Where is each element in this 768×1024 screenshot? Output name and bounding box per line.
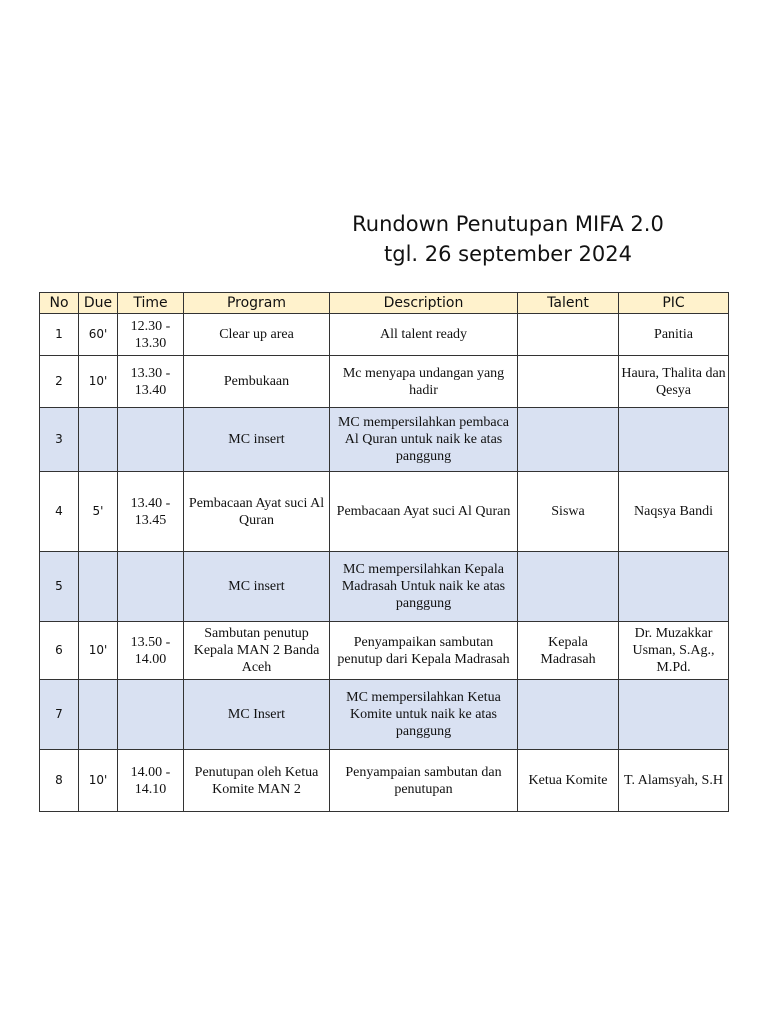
cell-no: 8 xyxy=(40,750,79,812)
cell-time: 13.50 - 14.00 xyxy=(118,622,184,680)
header-time: Time xyxy=(118,293,184,314)
title-line-1: Rundown Penutupan MIFA 2.0 xyxy=(352,212,664,236)
header-row xyxy=(40,293,729,314)
cell-description: Pembacaan Ayat suci Al Quran xyxy=(330,472,518,552)
cell-due xyxy=(79,408,118,472)
cell-pic: Panitia xyxy=(619,314,729,356)
header-pic: PIC xyxy=(619,293,729,314)
cell-program: Penutupan oleh Ketua Komite MAN 2 xyxy=(184,750,330,812)
table-row xyxy=(40,408,729,472)
table-row xyxy=(40,622,729,680)
header-program: Program xyxy=(184,293,330,314)
cell-pic xyxy=(619,408,729,472)
cell-due xyxy=(79,552,118,622)
cell-pic xyxy=(619,680,729,750)
cell-no: 6 xyxy=(40,622,79,680)
cell-description: Mc menyapa undangan yang hadir xyxy=(330,356,518,408)
cell-time: 13.40 - 13.45 xyxy=(118,472,184,552)
table-row xyxy=(40,314,729,356)
table-body xyxy=(40,314,729,812)
cell-program: Clear up area xyxy=(184,314,330,356)
table-header xyxy=(40,293,729,314)
header-due: Due xyxy=(79,293,118,314)
cell-time xyxy=(118,680,184,750)
table-row xyxy=(40,552,729,622)
cell-description: Penyampaikan sambutan penutup dari Kepala Madrasah xyxy=(330,622,518,680)
cell-no: 1 xyxy=(40,314,79,356)
cell-program: MC Insert xyxy=(184,680,330,750)
table-row xyxy=(40,680,729,750)
cell-no: 5 xyxy=(40,552,79,622)
cell-due: 10' xyxy=(79,750,118,812)
cell-description: MC mempersilahkan pembaca Al Quran untuk naik ke atas panggung xyxy=(330,408,518,472)
cell-time: 13.30 - 13.40 xyxy=(118,356,184,408)
rundown-table xyxy=(39,292,729,812)
cell-talent: Kepala Madrasah xyxy=(518,622,619,680)
cell-description: MC mempersilahkan Kepala Madrasah Untuk naik ke atas panggung xyxy=(330,552,518,622)
header-talent: Talent xyxy=(518,293,619,314)
cell-no: 7 xyxy=(40,680,79,750)
table-row xyxy=(40,750,729,812)
cell-description: Penyampaian sambutan dan penutupan xyxy=(330,750,518,812)
cell-description: MC mempersilahkan Ketua Komite untuk naik ke atas panggung xyxy=(330,680,518,750)
cell-due: 60' xyxy=(79,314,118,356)
cell-talent xyxy=(518,356,619,408)
cell-pic: T. Alamsyah, S.H xyxy=(619,750,729,812)
cell-time xyxy=(118,408,184,472)
cell-pic: Haura, Thalita dan Qesya xyxy=(619,356,729,408)
cell-due xyxy=(79,680,118,750)
cell-talent: Ketua Komite xyxy=(518,750,619,812)
cell-program: Sambutan penutup Kepala MAN 2 Banda Aceh xyxy=(184,622,330,680)
cell-talent xyxy=(518,408,619,472)
cell-due: 5' xyxy=(79,472,118,552)
table-row xyxy=(40,356,729,408)
cell-talent xyxy=(518,552,619,622)
cell-program: MC insert xyxy=(184,552,330,622)
header-no: No xyxy=(40,293,79,314)
cell-talent xyxy=(518,680,619,750)
cell-pic: Dr. Muzakkar Usman, S.Ag., M.Pd. xyxy=(619,622,729,680)
cell-time: 12.30 - 13.30 xyxy=(118,314,184,356)
cell-program: MC insert xyxy=(184,408,330,472)
cell-talent xyxy=(518,314,619,356)
cell-program: Pembacaan Ayat suci Al Quran xyxy=(184,472,330,552)
table-row xyxy=(40,472,729,552)
cell-description: All talent ready xyxy=(330,314,518,356)
cell-no: 4 xyxy=(40,472,79,552)
cell-pic xyxy=(619,552,729,622)
cell-program: Pembukaan xyxy=(184,356,330,408)
cell-time: 14.00 - 14.10 xyxy=(118,750,184,812)
cell-no: 3 xyxy=(40,408,79,472)
title-line-2: tgl. 26 september 2024 xyxy=(384,242,632,266)
cell-pic: Naqsya Bandi xyxy=(619,472,729,552)
header-description: Description xyxy=(330,293,518,314)
cell-due: 10' xyxy=(79,356,118,408)
document-title xyxy=(318,209,698,269)
cell-due: 10' xyxy=(79,622,118,680)
cell-no: 2 xyxy=(40,356,79,408)
cell-talent: Siswa xyxy=(518,472,619,552)
cell-time xyxy=(118,552,184,622)
